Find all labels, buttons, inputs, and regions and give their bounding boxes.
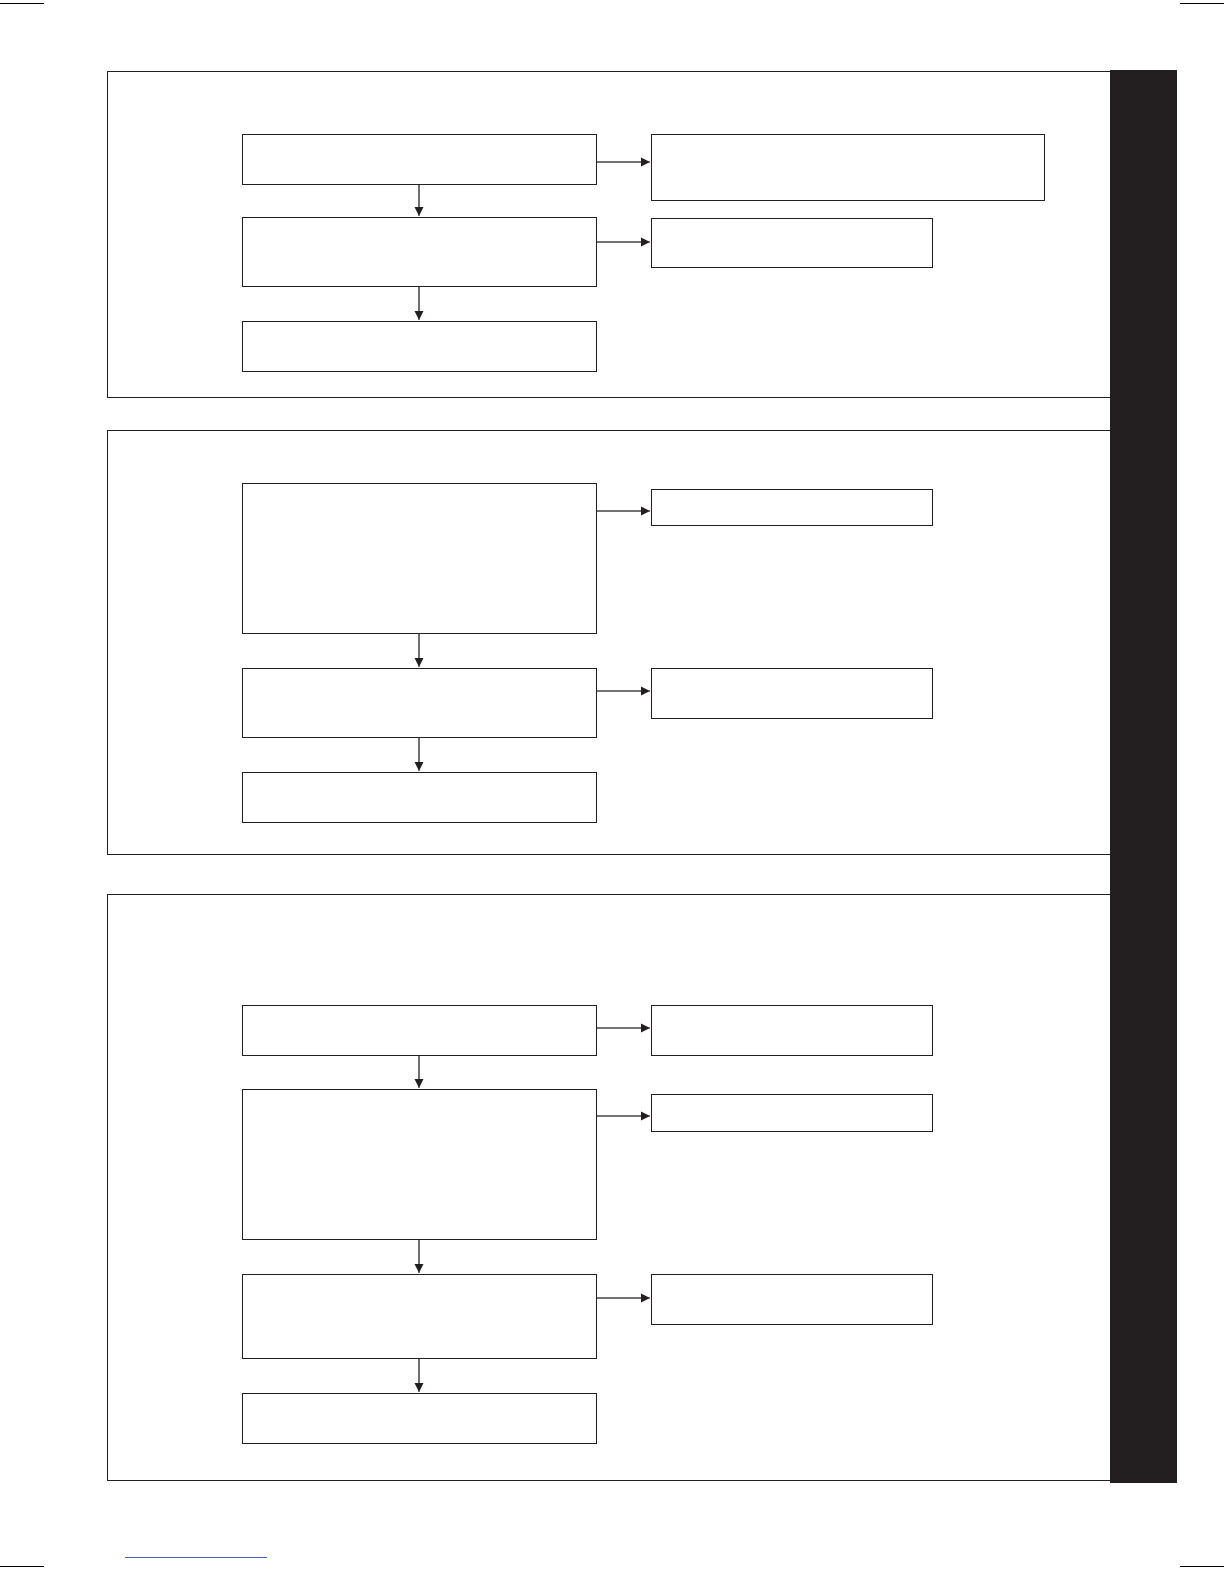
footer-link-underline xyxy=(125,1557,267,1558)
